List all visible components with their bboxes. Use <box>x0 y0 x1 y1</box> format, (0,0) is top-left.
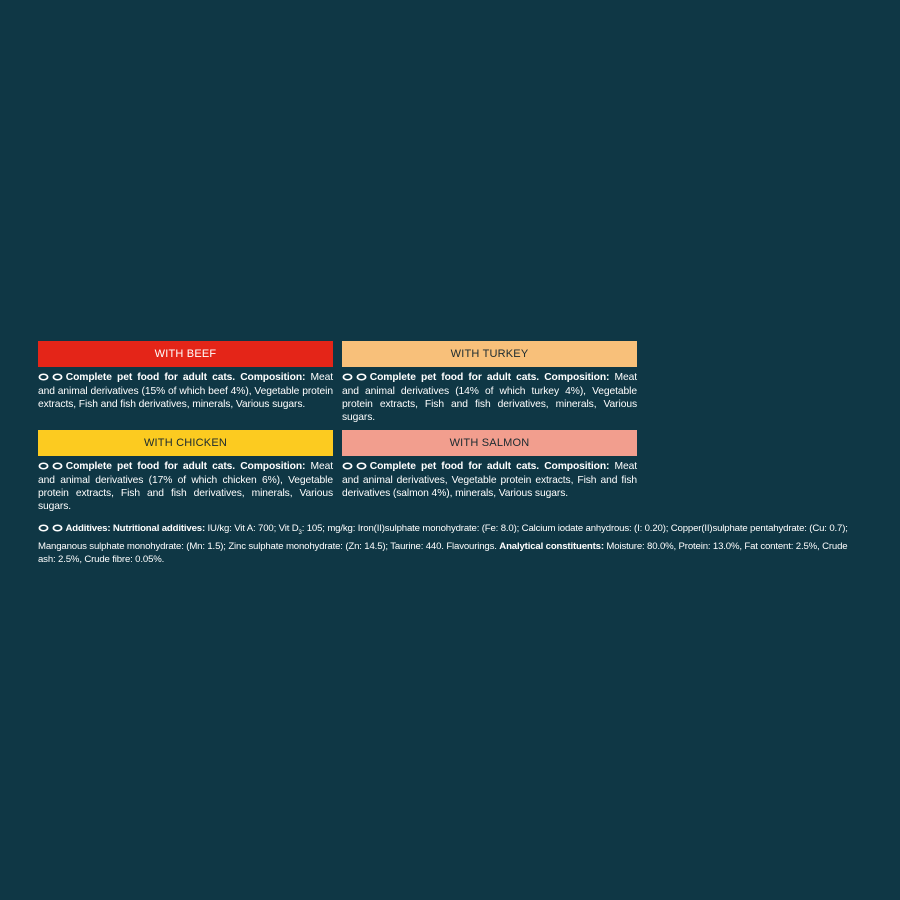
language-code-icon <box>52 373 63 381</box>
variant-banner-chicken: WITH CHICKEN <box>38 430 333 456</box>
composition-text: Meat and animal derivatives (17% of which chicken 6%), Vegetable protein extracts, Fish and fish derivatives, minerals, Various sugars. <box>38 461 333 512</box>
additives-text <box>38 522 866 566</box>
language-code-icons <box>342 461 367 474</box>
vitamin-d-subscript: 3 <box>298 529 302 536</box>
variant-description-salmon <box>342 460 637 500</box>
additives-label: Additives: Nutritional additives: <box>65 523 206 534</box>
composition-text: Meat and animal derivatives, Vegetable protein extracts, Fish and fish derivatives (salmon 4%), minerals, Various sugars. <box>342 461 637 499</box>
additives-minerals: : 105; mg/kg: Iron(II)sulphate monohydrate: (Fe: 8.0); Calcium iodate anhydrous: (I: 0.20); Copper(II)sulphate pentahydrate: (Cu: 0.7); Manganous sulphate monohydrate: (Mn: 1.5); Zinc sulphate monohydrate: (Zn: 14.5); Taurine: 440. Flavourings. <box>38 523 848 552</box>
lead-text: Complete pet food for adult cats. Composition: <box>369 461 610 472</box>
lead-text: Complete pet food for adult cats. Composition: <box>65 372 306 383</box>
variant-panel-salmon <box>342 430 637 500</box>
language-code-icons <box>38 372 63 385</box>
composition-text: Meat and animal derivatives (15% of which beef 4%), Vegetable protein extracts, Fish and fish derivatives, minerals, Various sugars. <box>38 372 333 410</box>
variant-banner-beef: WITH BEEF <box>38 341 333 367</box>
variant-panel-beef <box>38 341 333 411</box>
composition-text: Meat and animal derivatives (14% of which turkey 4%), Vegetable protein extracts, Fish and fish derivatives, minerals, Various sugars. <box>342 372 637 423</box>
analytical-values: Moisture: 80.0%, Protein: 13.0%, Fat content: 2.5%, Crude ash: 2.5%, Crude fibre: 0.05%. <box>38 540 848 565</box>
variant-panel-chicken <box>38 430 333 513</box>
variant-banner-salmon: WITH SALMON <box>342 430 637 456</box>
analytical-label: Analytical constituents: <box>499 540 604 552</box>
language-code-icon <box>38 524 49 532</box>
variant-description-chicken <box>38 460 333 513</box>
variant-description-turkey <box>342 371 637 424</box>
variant-banner-turkey: WITH TURKEY <box>342 341 637 367</box>
variant-panel-turkey <box>342 341 637 424</box>
language-code-icon <box>356 373 367 381</box>
language-code-icon <box>342 373 353 381</box>
language-code-icon <box>342 462 353 470</box>
additives-vitamins: IU/kg: Vit A: 700; Vit D <box>205 523 299 534</box>
lead-text: Complete pet food for adult cats. Composition: <box>65 461 306 472</box>
language-code-icons <box>38 461 63 474</box>
language-code-icon <box>356 462 367 470</box>
language-code-icon <box>52 462 63 470</box>
lead-text: Complete pet food for adult cats. Composition: <box>369 372 610 383</box>
language-code-icons <box>342 372 367 385</box>
variant-description-beef <box>38 371 333 411</box>
language-code-icon <box>38 462 49 470</box>
language-code-icon <box>52 524 63 532</box>
language-code-icons <box>38 523 63 536</box>
language-code-icon <box>38 373 49 381</box>
